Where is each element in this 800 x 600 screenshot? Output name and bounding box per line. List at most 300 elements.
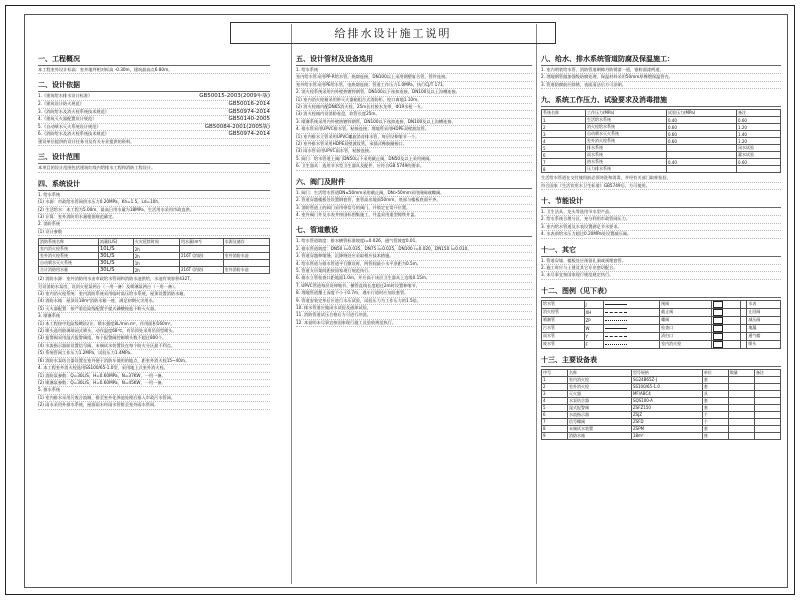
legend-cell: 截止阀 <box>660 308 711 316</box>
legend-cell: 水表 <box>747 300 781 308</box>
table-cell: ZSFD <box>631 418 702 425</box>
table-cell <box>728 404 754 411</box>
standard-name: 1.《建筑给水排水设计标准》 <box>38 93 93 99</box>
table-row <box>542 383 781 390</box>
table-cell: 个 <box>702 411 728 418</box>
legend-cell: 清扫口 <box>660 332 711 340</box>
text-line: 1. 给水系统 <box>296 67 532 74</box>
table-row <box>542 425 781 432</box>
text-line: 4. 给水管道与排水管道平行敷设时，两管间最小水平净距为0.5m。 <box>296 261 532 268</box>
table-cell: 消火栓给水系统 <box>585 124 666 131</box>
column-divider-1 <box>291 24 292 584</box>
table-cell: 1.20 <box>737 138 781 145</box>
table-cell: 水流指示器 <box>568 411 632 418</box>
table-cell: 消防水箱 <box>568 432 632 439</box>
text-line: 2. 消火栓系统采用内外壁热镀锌钢管，DN100以下丝扣连接，DN100及以上沟槽连接。 <box>296 89 532 96</box>
table-cell: SS100/65-1.0 <box>631 383 702 390</box>
text-line: (1) 室内排水立管采用UPVC螺旋消音排水管，每层设伸缩节一个。 <box>296 134 532 141</box>
text-line: (2) 生活给水：本工程为5.00m，最高日用水量为18MPa，生活用水采用市政直供。 <box>38 207 270 214</box>
column-2 <box>296 48 532 578</box>
table-cell: 2h <box>133 267 179 274</box>
legend-cell: 污水管 <box>542 324 585 332</box>
text-line: 生活给水管道在交付使用前必须冲洗和消毒，并经有关部门取样检验， <box>541 175 781 182</box>
table-row <box>542 117 781 124</box>
legend-cell: 消火栓管 <box>542 308 585 316</box>
table-cell: 30L/S <box>99 260 134 267</box>
legend-symbol <box>711 332 740 340</box>
table-cell: 8 <box>542 425 568 432</box>
table-cell: 0.60 <box>666 124 736 131</box>
table-cell: 序号 <box>542 369 568 376</box>
valve-icon <box>713 325 723 332</box>
legend-cell: XH <box>584 308 604 316</box>
text-line: 2. 埋地钢管做加强级防腐处理，保温材料采用50mm厚橡塑保温管壳。 <box>541 74 781 81</box>
table-cell <box>754 404 780 411</box>
valve-icon <box>713 301 723 308</box>
legend-row <box>542 300 781 308</box>
table-cell: 7 <box>542 159 586 166</box>
text-line: 2. 施工时应与土建及其它专业密切配合。 <box>541 265 781 272</box>
text-line: 3. 未尽事宜按国家现行规范规定执行。 <box>541 272 781 279</box>
table-cell: 1 <box>542 376 568 383</box>
section-heading: 十三、主要设备表 <box>541 355 781 367</box>
table-cell: SQS100-A <box>631 397 702 404</box>
text-line: (3) 室内消火栓系统：室内消防系统采用临时高压给水系统，屋顶设置消防水箱。 <box>38 291 270 298</box>
standard-name: 6.《消防给水及消火栓系统技术规范》 <box>38 131 109 137</box>
legend-cell: 喷淋管 <box>542 316 585 324</box>
table-cell: 雨水系统 <box>585 152 666 159</box>
text-line: 5. 管道支吊架间距按国家现行规范执行。 <box>296 268 532 275</box>
legend-cell: ZP <box>584 316 604 324</box>
legend-row <box>542 332 781 340</box>
text-line: (1) 水源：市政给水管网供水压力0.20MPa，Kh=1.5，Ld=10h。 <box>38 199 270 206</box>
text-line: (2) 消火栓箱内配DN65消火栓，25m长衬胶水龙带，Φ19水枪一支。 <box>296 104 532 111</box>
table-cell <box>728 390 754 397</box>
table-row <box>542 411 781 418</box>
valve-icon <box>713 317 723 324</box>
table-cell <box>179 260 223 267</box>
legend-row <box>542 340 781 348</box>
text-line: 12. 本说明未尽事宜按国家现行施工及验收规范执行。 <box>296 320 532 327</box>
table-cell: 套 <box>702 383 728 390</box>
standard-name: 3.《消防给水及消火栓系统技术规范》 <box>38 108 109 114</box>
table-cell: 8 <box>542 166 586 173</box>
legend-cell: 雨水管 <box>542 332 585 340</box>
table-row <box>39 253 270 260</box>
legend-cell <box>740 316 747 324</box>
text-line: 3. 喷淋系统 <box>38 313 270 320</box>
standard-code: GB50015-2003(2009年版) <box>199 93 270 100</box>
section-body <box>541 67 781 89</box>
table-cell: 3 <box>542 390 568 397</box>
table-cell: 5 <box>542 404 568 411</box>
pipe-line-icon <box>605 320 627 321</box>
standard-code: GB50016-2014 <box>228 101 270 107</box>
table-cell <box>754 376 780 383</box>
table-row <box>542 138 781 145</box>
legend-symbol <box>711 300 740 308</box>
table-cell: 1.20 <box>737 124 781 131</box>
table-cell: 30L/S <box>99 267 134 274</box>
standard-item <box>38 124 270 132</box>
text-line: 6. 卫生器具：选用节水型卫生器具及配件，应符合GB 5749的要求。 <box>296 163 532 170</box>
text-line: 9. 管道安装完毕后应进行水压试验，试验压力为工作压力的1.5倍。 <box>296 298 532 305</box>
table-cell: 1h <box>133 260 179 267</box>
legend-table <box>541 300 781 349</box>
legend-cell: 减压阀 <box>747 316 781 324</box>
text-line: 4. 水表前给水压力超过0.20MPa处设置减压阀。 <box>541 231 781 238</box>
table-cell: 1.40 <box>737 131 781 138</box>
text-line: 1. 管道穿墙、楼板处应预留孔洞或预埋套管。 <box>541 258 781 265</box>
table-cell: 5 <box>542 145 586 152</box>
standard-code: GB50084-2001(2005版) <box>204 123 270 130</box>
valve-icon <box>713 309 723 316</box>
text-line: 7. UPVC管道每层设伸缩节，横管直线长度超过2m时设置伸缩节。 <box>296 283 532 290</box>
text-line: 3. 管道穿越伸缩缝、沉降缝处应采取相应技术措施。 <box>296 253 532 260</box>
table-cell: 室外消防水池 <box>223 253 269 260</box>
text-line: 本项目的设计范围包括建筑红线内给排水工程和消防工程设计。 <box>38 165 270 172</box>
table-cell: 水源及储存 <box>223 239 269 246</box>
table-cell <box>728 432 754 439</box>
table-cell: 合计消防用水量 <box>39 267 99 274</box>
text-line: (1) 室内排水采用污废合流制，排至室外化粪池处理后排入市政污水管网。 <box>38 395 270 402</box>
legend-cell: Y <box>584 332 604 340</box>
table-cell: 闭水试验 <box>737 145 781 152</box>
section-heading: 十、节能设计 <box>541 196 781 208</box>
legend-cell: F <box>584 340 604 348</box>
standard-item <box>38 116 270 124</box>
text-line: (2) 喷淋泵参数：Q=30L/S，H=0.60MPa，N=45KW，一用一备。 <box>38 380 270 387</box>
standard-name: 2.《建筑设计防火规范》 <box>38 101 84 106</box>
legend-symbol <box>604 300 660 308</box>
text-line: 1. 阀门：生活给水管道DN≤50mm采用截止阀，DN>50mm采用闸阀或蝶阀。 <box>296 190 532 197</box>
table-cell <box>666 145 736 152</box>
text-line: (5) 灭火器配置：按严重危险级配置手提式磷酸铵盐干粉灭火器。 <box>38 306 270 313</box>
table-cell: 室外消防水池 <box>223 267 269 274</box>
legend-cell: 止回阀 <box>747 308 781 316</box>
text-line: 室内给水管采用PP-R给水管，热熔连接，DN100以上采用钢塑复合管，管件连接。 <box>296 74 532 81</box>
section-heading: 一、工程概况 <box>38 54 270 66</box>
text-line: 1. 卫生洁具、龙头等选用节水型产品。 <box>541 209 781 216</box>
table-cell: ZSPM <box>631 425 702 432</box>
text-line: 5. 排水系统 <box>38 387 270 394</box>
section-heading: 六、阀门及附件 <box>296 177 532 189</box>
table-cell: ZSFZ150 <box>631 404 702 411</box>
legend-symbol <box>604 332 660 340</box>
table-cell: 室外消火栓系统 <box>39 253 99 260</box>
valve-icon <box>713 333 723 340</box>
table-cell: 0.60 <box>666 138 736 145</box>
standard-item <box>38 93 270 101</box>
text-line: 2. 排水管道坡度：DN50 i=0.035，DN75 i=0.025，DN100 i=0.020，DN150 i=0.010。 <box>296 246 532 253</box>
table-row <box>542 124 781 131</box>
column-divider-2 <box>536 24 537 584</box>
table-cell: 名称 <box>568 369 632 376</box>
pipe-line-icon <box>605 304 627 305</box>
table-cell: 灌水试验 <box>737 152 781 159</box>
legend-symbol <box>604 324 660 332</box>
table-cell: 单位 <box>702 369 728 376</box>
legend-symbol <box>604 316 660 324</box>
table-cell: 生活给水系统 <box>585 117 666 124</box>
legend-symbol <box>711 324 740 332</box>
section-heading: 四、系统设计 <box>38 179 270 191</box>
table-cell: 0.60 <box>737 159 781 166</box>
table-cell <box>754 425 780 432</box>
table-cell <box>754 383 780 390</box>
legend-cell: 给水管 <box>542 300 585 308</box>
text-line: 1. 室内明装给水管、消防管道刷樟丹防锈漆一道，银粉面漆两道。 <box>541 67 781 74</box>
table-cell <box>737 166 781 173</box>
section-body <box>38 165 270 172</box>
table-cell: 10L/S <box>99 246 134 253</box>
legend-cell: 通气帽 <box>747 332 781 340</box>
table-row <box>39 267 270 274</box>
table-cell: 套 <box>702 376 728 383</box>
table-cell: 湿式报警阀 <box>568 404 632 411</box>
text-line: (1) 消防泵参数：Q=30L/S，H=0.60MPa，N=37KW，一用一备。 <box>38 373 270 380</box>
text-line: 室外给水管采用PE给水管，电热熔连接；管道工作压力1.0MPa，执行CJ/T 171。 <box>296 82 532 89</box>
section-body <box>296 67 532 171</box>
table-cell: 灭火器 <box>568 390 632 397</box>
legend-cell <box>740 308 747 316</box>
table-cell <box>666 166 736 173</box>
text-line: (1) 本工程按中危险级Ⅱ级设计，喷水强度8L/min.m²，作用面积160m²。 <box>38 321 270 328</box>
text-line: (3) 消火栓箱内设消防卷盘，软管长度25m。 <box>296 111 532 118</box>
fire-water-table <box>38 238 270 274</box>
legend-cell <box>740 332 747 340</box>
section-heading: 五、设计管材及设备选用 <box>296 54 532 66</box>
standard-code: GB50974-2014 <box>228 131 270 138</box>
legend-cell: 喷头 <box>747 340 781 348</box>
text-line: 5. 阀门：给水管道上阀门DN50以下采用截止阀，DN50及以上采用闸阀。 <box>296 156 532 163</box>
section-heading: 十二、图例（见下表） <box>541 286 781 298</box>
table-cell: 型号规格 <box>631 369 702 376</box>
legend-row <box>542 316 781 324</box>
standard-item <box>38 101 270 109</box>
section-heading: 十一、其它 <box>541 245 781 257</box>
legend-symbol <box>711 308 740 316</box>
text-line: 3. 室内给水管道及水表设置满足节水要求。 <box>541 224 781 231</box>
text-line: 8. 埋地管道覆土深度不小于0.7m，遇车行道时应加设套管。 <box>296 290 532 297</box>
table-row <box>542 131 781 138</box>
standard-name: 5.《自动喷水灭火系统设计规范》 <box>38 123 101 129</box>
table-cell <box>754 397 780 404</box>
text-line: (5) 系统管网工作压力1.2MPa，试验压力1.4MPa。 <box>38 350 270 357</box>
table-cell <box>223 246 269 253</box>
standard-item <box>38 131 270 139</box>
table-cell: 2h <box>133 246 179 253</box>
text-line: 2. 给水系统合理分区，充分利用市政管网压力。 <box>541 216 781 223</box>
table-cell: ZSJZ <box>631 411 702 418</box>
table-cell <box>223 260 269 267</box>
table-row <box>542 390 781 397</box>
table-cell: 6 <box>542 152 586 159</box>
table-cell: 216T (消防) <box>179 267 223 274</box>
table-cell <box>728 411 754 418</box>
legend-symbol <box>604 308 660 316</box>
table-cell: 试验压力(MPa) <box>666 110 736 117</box>
text-line: (1) 设计参数 <box>38 229 270 236</box>
table-cell: 室外消火栓 <box>568 383 632 390</box>
table-cell <box>666 152 736 159</box>
table-cell: 座 <box>702 432 728 439</box>
table-cell <box>728 425 754 432</box>
legend-symbol <box>711 340 740 348</box>
text-line: 1. 给水管道坡度：排水横管标准坡度i=0.026，通气管坡度0.01。 <box>296 238 532 245</box>
table-cell: 216T (消防) <box>179 253 223 260</box>
table-cell: SG24B65Z-J <box>631 376 702 383</box>
table-cell: 18m³ <box>631 432 702 439</box>
text-line: 11. 消防管道试压合格后方可进行冲洗。 <box>296 312 532 319</box>
text-line: 1. 给水系统 <box>38 192 270 199</box>
table-cell: 消防系统名称 <box>39 239 99 246</box>
table-cell: 4 <box>542 138 586 145</box>
text-line: 另设消防水泵房，设消火栓泵两台（一用一备）及喷淋泵两台（一用一备）。 <box>38 284 270 291</box>
table-cell: 末端试水装置 <box>568 425 632 432</box>
table-cell: 排水系统 <box>585 145 666 152</box>
table-row <box>542 110 781 117</box>
text-line: 2. 消防系统 <box>38 221 270 228</box>
text-line: 2. 管道穿越楼板处设置钢套管，套管高出地面50mm，底部与楼板底面平齐。 <box>296 197 532 204</box>
section-body <box>38 276 270 409</box>
column-1 <box>38 48 270 578</box>
text-line: 4. 本工程室外消火栓选用SS100/65-1.0型，采用地上式室外消火栓。 <box>38 365 270 372</box>
table-cell: 套 <box>702 397 728 404</box>
table-row <box>542 404 781 411</box>
table-cell <box>728 418 754 425</box>
table-cell: 备注 <box>754 369 780 376</box>
table-cell: 0.40 <box>666 159 736 166</box>
table-cell: 用水量(m³) <box>179 239 223 246</box>
table-cell <box>728 383 754 390</box>
table-row <box>542 145 781 152</box>
text-line: (2) 消防水源：室外消防用水由市政给水管网和消防水池供给，水池有效容积432T。 <box>38 276 270 283</box>
legend-symbol <box>711 316 740 324</box>
standard-name: 4.《建筑灭火器配置设计规范》 <box>38 116 97 122</box>
text-line: 6. 排水立管检查口距地面1.0m，并应高于该层卫生器具上边缘0.15m。 <box>296 275 532 282</box>
table-cell: 0.60 <box>737 117 781 124</box>
pipe-line-icon <box>605 344 627 345</box>
section-body <box>541 258 781 280</box>
table-cell: 室内消火栓系统 <box>39 246 99 253</box>
table-cell: 7 <box>542 418 568 425</box>
section-heading: 九、系统工作压力、试验要求及消毒措施 <box>541 95 781 107</box>
table-row <box>39 260 270 267</box>
table-cell: 信号蝶阀 <box>568 418 632 425</box>
text-line: 10. 排水管道应做闭水试验及通球试验。 <box>296 305 532 312</box>
table-cell: 系统名称 <box>542 110 586 117</box>
table-cell <box>754 411 780 418</box>
legend-cell <box>740 324 747 332</box>
table-cell: 自动喷水灭火系统 <box>39 260 99 267</box>
table-cell: 个 <box>702 418 728 425</box>
table-cell: 1 <box>542 117 586 124</box>
section-heading: 三、设计范围 <box>38 152 270 164</box>
text-line: (2) 喷头选用玻璃球闭式喷头，动作温度68℃，有吊顶处采用吊顶型喷头。 <box>38 328 270 335</box>
legend-symbol <box>604 340 660 348</box>
table-cell: 室内消火栓 <box>568 376 632 383</box>
table-cell: 压力排水系统 <box>585 166 666 173</box>
table-cell <box>179 246 223 253</box>
text-line: (4) 水流指示器前设置信号阀，末端试水装置设在每个防火分区最不利点。 <box>38 343 270 350</box>
pipe-line-icon <box>605 328 627 329</box>
legend-cell: J <box>584 300 604 308</box>
section-heading: 二、设计依据 <box>38 80 270 92</box>
pipe-line-icon <box>605 336 627 337</box>
text-line: (6) 消防水泵结合器设置在室外便于消防车使用的地点，距室外消火栓15~40m。 <box>38 358 270 365</box>
text-line: 建设单位提供的设计任务书及有关专业提供的资料。 <box>38 139 270 146</box>
text-line: (3) 报警阀采用湿式报警阀组，每个报警阀控制喷头数不超过800个。 <box>38 335 270 342</box>
table-row <box>542 159 781 166</box>
legend-cell: 地漏 <box>747 324 781 332</box>
table-row <box>542 376 781 383</box>
column-3 <box>541 48 781 578</box>
section-body <box>38 67 270 74</box>
table-cell: 2 <box>542 383 568 390</box>
legend-row <box>542 324 781 332</box>
table-cell: 自动喷水灭火系统 <box>585 131 666 138</box>
legend-cell: 闸阀 <box>660 300 711 308</box>
table-row <box>542 152 781 159</box>
table-row <box>39 246 270 253</box>
section-body <box>296 190 532 220</box>
section-body <box>541 175 781 190</box>
standard-code: GB50974-2014 <box>228 108 270 115</box>
table-cell: 2 <box>542 124 586 131</box>
table-cell: 流量(L/S) <box>99 239 134 246</box>
text-line: (3) 雨水管采用UPVC雨水管，粘接连接。 <box>296 148 532 155</box>
legend-cell: 蝶阀 <box>660 316 711 324</box>
text-line: 3. 消防管道上的阀门采用带信号的阀门，并锁定在常开位置。 <box>296 205 532 212</box>
section-heading: 八、给水、排水系统管道防腐及保温施工： <box>541 54 781 66</box>
legend-cell: 检查口 <box>660 324 711 332</box>
text-line: (1) 室内消火栓箱采用带灭火器箱组合式消防柜，栓口离地1.10m。 <box>296 97 532 104</box>
standard-code: GB50140-2005 <box>228 116 270 123</box>
text-line: (3) 计算：室外消防用水量根据规范确定。 <box>38 214 270 221</box>
section-body <box>38 192 270 236</box>
text-line: (2) 雨水采用外排水系统，屋面雨水经雨水管排至室外雨水管网。 <box>38 402 270 409</box>
table-cell: 3 <box>542 131 586 138</box>
table-cell <box>728 397 754 404</box>
table-cell <box>728 376 754 383</box>
table-cell: 0.40 <box>666 117 736 124</box>
table-row <box>542 432 781 439</box>
legend-cell: W <box>584 324 604 332</box>
table-cell: 数量 <box>728 369 754 376</box>
table-cell: 室外消火栓系统 <box>585 138 666 145</box>
table-row <box>542 397 781 404</box>
text-line: 4. 室外阀门井及水表井按国标图集施工，井盖采用重型铸铁井盖。 <box>296 212 532 219</box>
pipe-line-icon <box>605 312 627 313</box>
table-cell: 火灾延续时间 <box>133 239 179 246</box>
table-cell: 6 <box>542 411 568 418</box>
table-cell: 套 <box>702 425 728 432</box>
table-cell: 9 <box>542 432 568 439</box>
section-heading: 七、管道敷设 <box>296 225 532 237</box>
text-line: (4) 消防水箱：屋顶设18m³消防水箱一座，满足初期火灾用水。 <box>38 298 270 305</box>
table-cell <box>754 432 780 439</box>
table-cell: 具 <box>702 390 728 397</box>
valve-icon <box>713 341 723 348</box>
standards-list <box>38 93 270 139</box>
table-row <box>542 418 781 425</box>
table-cell: 0.60 <box>666 131 736 138</box>
section-body <box>296 238 532 327</box>
table-row <box>542 166 781 173</box>
table-cell: 工作压力(MPa) <box>585 110 666 117</box>
table-cell: 30L/S <box>99 253 134 260</box>
